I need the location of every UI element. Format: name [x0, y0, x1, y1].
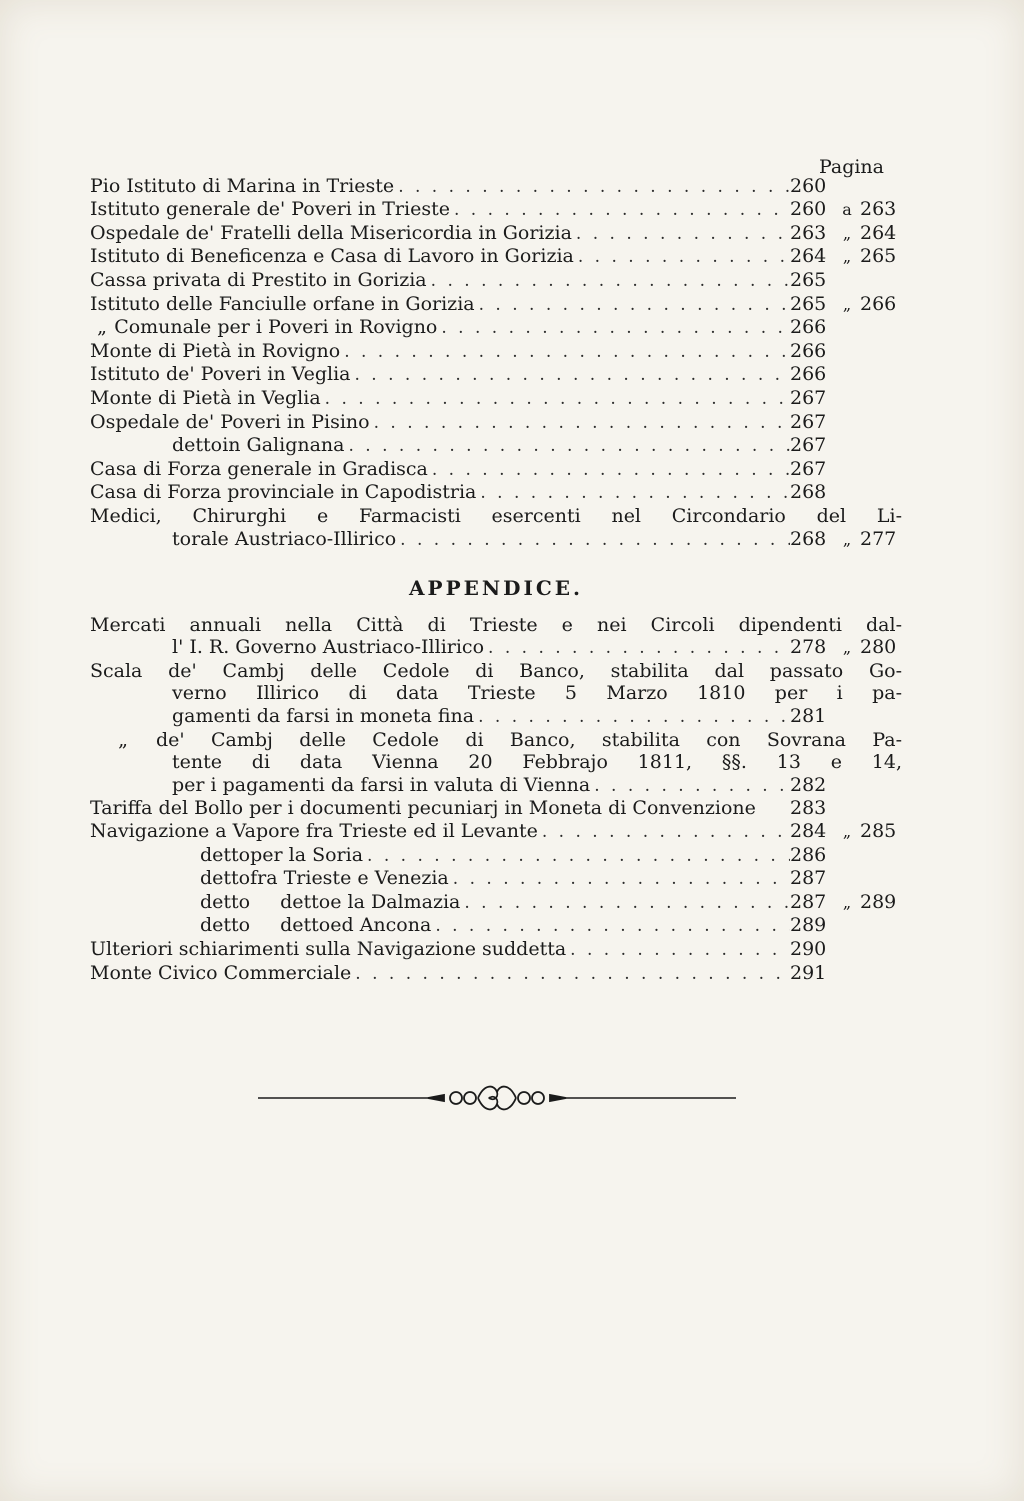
entry-col-b: detto: [280, 890, 331, 913]
page-start: 287: [790, 890, 827, 913]
toc-sub-entry: [90, 844, 902, 868]
page-range: [790, 340, 902, 363]
dot-leader: [345, 435, 791, 458]
entry-line: tente di data Vienna 20 Febbrajo 1811, §§. 13 e 14,: [172, 751, 902, 774]
entry-col-b: per la Soria: [250, 843, 364, 866]
page-separator: „: [842, 294, 852, 314]
toc-entry: [90, 387, 902, 411]
dot-leader: [574, 246, 790, 269]
toc-entry-mercati: [90, 614, 902, 660]
toc-entry: [90, 245, 902, 269]
detto-label: detto: [200, 843, 251, 866]
toc-entry: [90, 198, 902, 222]
page-start: 268: [790, 481, 827, 504]
page-end: 285: [860, 820, 897, 843]
page-range: [790, 245, 902, 269]
page-range: [790, 774, 902, 797]
page-start: 265: [790, 292, 827, 315]
page-start: 266: [790, 339, 827, 362]
page-range: [790, 797, 902, 820]
dot-leader: [460, 892, 790, 915]
page-end: 266: [860, 292, 897, 315]
entry-title: Monte di Pietà in Rovigno: [90, 339, 341, 362]
page-separator: „: [842, 247, 852, 267]
entry-line: verno Illirico di data Trieste 5 Marzo 1810 per i pa-: [172, 682, 902, 705]
page-separator: a: [842, 200, 852, 220]
detto-label: detto: [172, 434, 223, 457]
page-start: 266: [790, 363, 827, 386]
dot-leader: [340, 341, 790, 364]
toc-entry: [90, 363, 902, 387]
ditto-mark: „: [97, 316, 108, 339]
entry-line: Mercati annuali nella Città di Trieste e nei Circoli dipendenti dal-: [90, 613, 902, 636]
page-start: 291: [790, 961, 827, 984]
dot-leader: [450, 199, 790, 222]
page-range: [790, 914, 902, 937]
dot-leader: [590, 775, 790, 798]
dot-leader: [351, 963, 790, 986]
entry-title: Comunale per i Poveri in Rovigno: [114, 316, 438, 339]
dot-leader: [437, 317, 790, 340]
entry-title: in Galignana: [222, 434, 345, 457]
entry-title: Ospedale de' Poveri in Pisino: [90, 410, 370, 433]
page-start: 267: [790, 386, 827, 409]
toc-entry: [90, 458, 902, 482]
page-range: [790, 636, 902, 660]
page-start: 267: [790, 457, 827, 480]
detto-label: detto: [200, 867, 251, 890]
entry-row: [90, 705, 902, 729]
dot-leader: [363, 845, 790, 868]
page-start: 290: [790, 938, 827, 960]
page-start: 265: [790, 268, 827, 291]
page-end: 264: [860, 221, 897, 244]
entry-title: Istituto de' Poveri in Veglia: [90, 363, 351, 386]
page-start: 264: [790, 245, 827, 268]
dot-leader: [474, 706, 790, 729]
page-range: [790, 820, 902, 844]
detto-label: detto: [200, 914, 251, 937]
appendix-heading: APPENDICE.: [409, 576, 583, 601]
entry-line-text: de' Cambj delle Cedole di Banco, stabilita con Sovrana Pa-: [156, 728, 902, 751]
page-range: [790, 269, 902, 292]
entry-col-b: detto: [280, 914, 331, 937]
toc-entry: [90, 293, 902, 317]
entry-col-b: fra Trieste e Venezia: [250, 867, 449, 890]
toc-entry: [90, 316, 902, 340]
page-range: [790, 316, 902, 339]
page-end: 277: [860, 527, 897, 550]
dot-leader: [566, 939, 790, 962]
dot-leader: [431, 915, 790, 938]
dot-leader: [449, 868, 790, 891]
page-start: 263: [790, 221, 827, 244]
toc-entry: [90, 481, 902, 505]
page-range: [790, 844, 902, 867]
entry-title: gamenti da farsi in moneta fina: [172, 705, 475, 728]
toc-entry: [90, 175, 902, 199]
dot-leader: [484, 637, 790, 660]
toc-entry-ulteriori: [90, 938, 902, 962]
toc-entry-tariffa: [90, 797, 902, 820]
toc-entry: [90, 222, 902, 246]
entry-title: Casa di Forza provinciale in Capodistria: [90, 481, 477, 504]
page-start: 260: [790, 174, 827, 197]
toc-entry: [90, 340, 902, 364]
toc-sub-entry: [90, 891, 902, 915]
entry-row: [90, 774, 902, 798]
page-separator: „: [842, 892, 852, 912]
entry-title: Istituto generale de' Poveri in Trieste: [90, 198, 450, 221]
toc-entry: [90, 411, 902, 435]
page-start: 278: [790, 636, 827, 659]
page-end: 263: [860, 198, 897, 221]
page-start: 266: [790, 316, 827, 339]
entry-title: Navigazione a Vapore fra Trieste ed il Levante: [90, 820, 538, 843]
page-start: 281: [790, 705, 827, 728]
entry-col-c: ed Ancona: [330, 914, 432, 937]
page-end: 265: [860, 245, 897, 268]
page-separator: „: [842, 223, 852, 243]
toc-sub-entry: [90, 914, 902, 938]
page-range: [790, 411, 902, 434]
toc-entry-medici: [90, 505, 902, 551]
toc-entry-scala-1811: [90, 729, 902, 798]
page-start: 282: [790, 773, 827, 796]
dot-leader: [394, 176, 790, 199]
page-start: 289: [790, 914, 827, 937]
page-range: [790, 938, 902, 961]
toc-entry-scala-1810: [90, 660, 902, 729]
entry-title: Istituto di Beneficenza e Casa di Lavoro in Gorizia: [90, 245, 574, 268]
page-range: [790, 867, 902, 890]
entry-title: Monte di Pietà in Veglia: [90, 386, 321, 409]
page-range: [790, 293, 902, 317]
entry-title: Ulteriori schiarimenti sulla Navigazione suddetta: [90, 938, 567, 960]
page-range: [790, 528, 902, 552]
ornamental-divider: [258, 1078, 736, 1118]
page-start: 287: [790, 867, 827, 890]
entry-title: l' I. R. Governo Austriaco-Illirico: [172, 636, 485, 659]
detto-label: detto: [200, 890, 251, 913]
table-of-contents: [90, 156, 902, 985]
page-start: 267: [790, 410, 827, 433]
toc-entry: [90, 434, 902, 458]
toc-sub-entry: [90, 867, 902, 891]
entry-row: [90, 636, 902, 660]
entry-title: Ospedale de' Fratelli della Misericordia in Gorizia: [90, 221, 572, 244]
page-range: [790, 962, 902, 985]
entry-title: Monte Civico Commerciale: [90, 961, 352, 984]
page-separator: „: [842, 822, 852, 842]
entry-title: torale Austriaco-Illirico: [172, 527, 397, 550]
navigazione-sub-entries: [90, 844, 902, 938]
dot-leader: [321, 388, 790, 411]
dot-leader: [396, 529, 790, 552]
page-range: [790, 222, 902, 246]
page-start: 284: [790, 820, 827, 843]
toc-entry-navigazione: [90, 820, 902, 844]
entry-line: [90, 729, 902, 752]
entry-line: Scala de' Cambj delle Cedole di Banco, stabilita dal passato Go-: [90, 659, 902, 682]
entry-line: Medici, Chirurghi e Farmacisti esercenti nel Circondario del Li-: [90, 504, 902, 527]
entry-row: [90, 528, 902, 552]
page-separator: „: [842, 529, 852, 549]
dot-leader: [370, 412, 790, 435]
entry-title: Pio Istituto di Marina in Trieste: [90, 174, 395, 197]
dot-leader: [475, 294, 790, 317]
page-end: 289: [860, 890, 897, 913]
entry-title: Cassa privata di Prestito in Gorizia: [90, 268, 427, 291]
toc-entry-monte-civico: [90, 962, 902, 986]
dot-leader: [350, 364, 790, 387]
entry-title: Casa di Forza generale in Gradisca: [90, 457, 428, 480]
page-start: 283: [790, 797, 827, 820]
page-range: [790, 387, 902, 410]
page-range: [790, 705, 902, 728]
dot-leader: [476, 482, 790, 505]
pagina-header: Pagina: [818, 156, 884, 178]
entry-title: Tariffa del Bollo per i documenti pecuniarj in Moneta di Convenzione: [90, 797, 756, 820]
page-start: 267: [790, 434, 827, 457]
entry-title: Istituto delle Fanciulle orfane in Gorizia: [90, 292, 475, 315]
page-start: 268: [790, 527, 827, 550]
dot-leader: [427, 270, 790, 293]
entry-title: per i pagamenti da farsi in valuta di Vienna: [172, 773, 591, 796]
page-range: [790, 434, 902, 457]
page-separator: „: [842, 638, 852, 658]
ditto-mark: „: [118, 728, 128, 751]
page-range: [790, 175, 902, 198]
dot-leader: [572, 223, 790, 246]
entry-col-c: e la Dalmazia: [330, 890, 461, 913]
dot-leader: [428, 459, 790, 482]
page-range: [790, 458, 902, 481]
toc-entry: [90, 269, 902, 293]
flourish-icon: [428, 1087, 566, 1110]
toc-entries: [90, 175, 902, 505]
page-range: [790, 891, 902, 915]
dot-leader: [538, 821, 790, 844]
page-range: [790, 363, 902, 386]
page-range: [790, 481, 902, 504]
page-start: 260: [790, 198, 827, 221]
page-end: 280: [860, 636, 897, 659]
page-range: [790, 198, 902, 222]
page-start: 286: [790, 843, 827, 866]
